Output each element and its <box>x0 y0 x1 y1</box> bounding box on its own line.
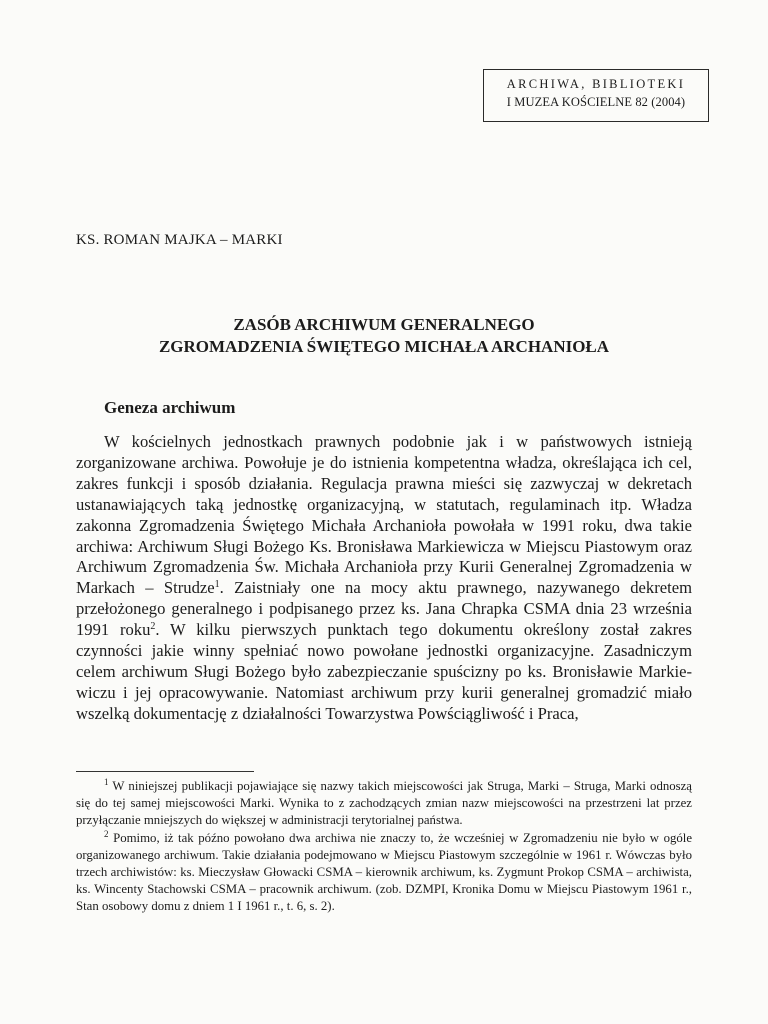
footnote-separator <box>76 771 254 772</box>
footnote-ref-2: 2 <box>150 621 156 633</box>
footnote-1 <box>76 778 692 829</box>
paragraph-text-part2: . Zaistniały one na mocy aktu prawnego, nazywanego dekretem przełożonego generalnego i podpisanego przez ks. Jana Chrapka CSMA dnia 23 września 1991 roku <box>76 578 692 640</box>
footnote-1-mark: 1 <box>104 777 109 787</box>
author-name: KS. ROMAN MAJKA – MARKI <box>76 232 283 248</box>
footnote-2-mark: 2 <box>104 829 109 839</box>
journal-name-line1: ARCHIWA, BIBLIOTEKI <box>506 77 686 91</box>
footnotes <box>76 778 692 916</box>
footnote-ref-1: 1 <box>214 579 220 591</box>
article-title <box>76 314 692 358</box>
journal-header-box <box>483 69 709 122</box>
paragraph-text-part3: . W kilku pierwszych punktach tego dokumentu określony został zakres czynności jakie winny spełniać nowo powołane jednostki organizacyjne. Zasadniczym celem archiwum Sługi Bożego było zabezpieczanie spuścizny po ks. Bronisławie Markiewiczu i jej opracowywanie. Natomiast archiwum przy kurii generalnej gromadzić miało wszelką dokumentację z działalności Towarzystwa Powściągliwość i Praca, <box>76 620 692 723</box>
paragraph-text-part1: W kościelnych jednostkach prawnych podobnie jak i w państwowych istnieją zorganizowane archiwa. Powołuje je do istnienia kompetentna władza, określająca ich cel, zakres funkcji i sposób działania. Regulacja prawna mieści się zazwyczaj w dekretach ustanawiających taką jednostkę organizacyjną, w statutach, regulaminach itp. Władza zakonna Zgromadzenia Świętego Michała Archanioła powołała w 1991 roku, dwa takie archiwa: Archiwum Sługi Bożego Ks. Bronisława Markiewicza w Miejscu Piastowym oraz Archiwum Zgromadzenia Św. Michała Archanioła przy Kurii Generalnej Zgromadzenia w Markach – Strudze <box>76 432 692 598</box>
footnote-2-text: Pomimo, iż tak późno powołano dwa archiwa nie znaczy to, że wcześniej w Zgromadzeniu nie było w ogóle organizowanego archiwum. Takie działania podejmowano w Miejscu Piastowym szczególnie w 1961 r. Wówczas było trzech archiwistów: ks. Mieczysław Głowacki CSMA – kierownik archiwum, ks. Zygmunt Prokop CSMA – archiwista, ks. Wincenty Stachowski CSMA – pracownik archiwum. (zob. DZMPI, Kronika Domu w Miejscu Piastowym 1961 r., Stan osobowy domu z dniem 1 I 1961 r., t. 6, s. 2). <box>76 831 692 913</box>
article-title-line2: ZGROMADZENIA ŚWIĘTEGO MICHAŁA ARCHANIOŁA <box>158 337 610 356</box>
section-heading: Geneza archiwum <box>104 398 236 417</box>
article-title-line1: ZASÓB ARCHIWUM GENERALNEGO <box>233 315 535 334</box>
journal-name-line2: I MUZEA KOŚCIELNE 82 (2004) <box>506 95 686 109</box>
footnote-2 <box>76 830 692 915</box>
body-paragraph <box>76 432 692 725</box>
footnote-1-text: W niniejszej publikacji pojawiające się nazwy takich miejscowości jak Struga, Marki – Struga, Marki odnoszą się do tej samej miejscowości Marki. Wynika to z zachodzących zmian nazw miejscowości na przestrzeni lat przez przyłączanie mniejszych do większej w administracji terytorialnej państwa. <box>76 779 692 827</box>
